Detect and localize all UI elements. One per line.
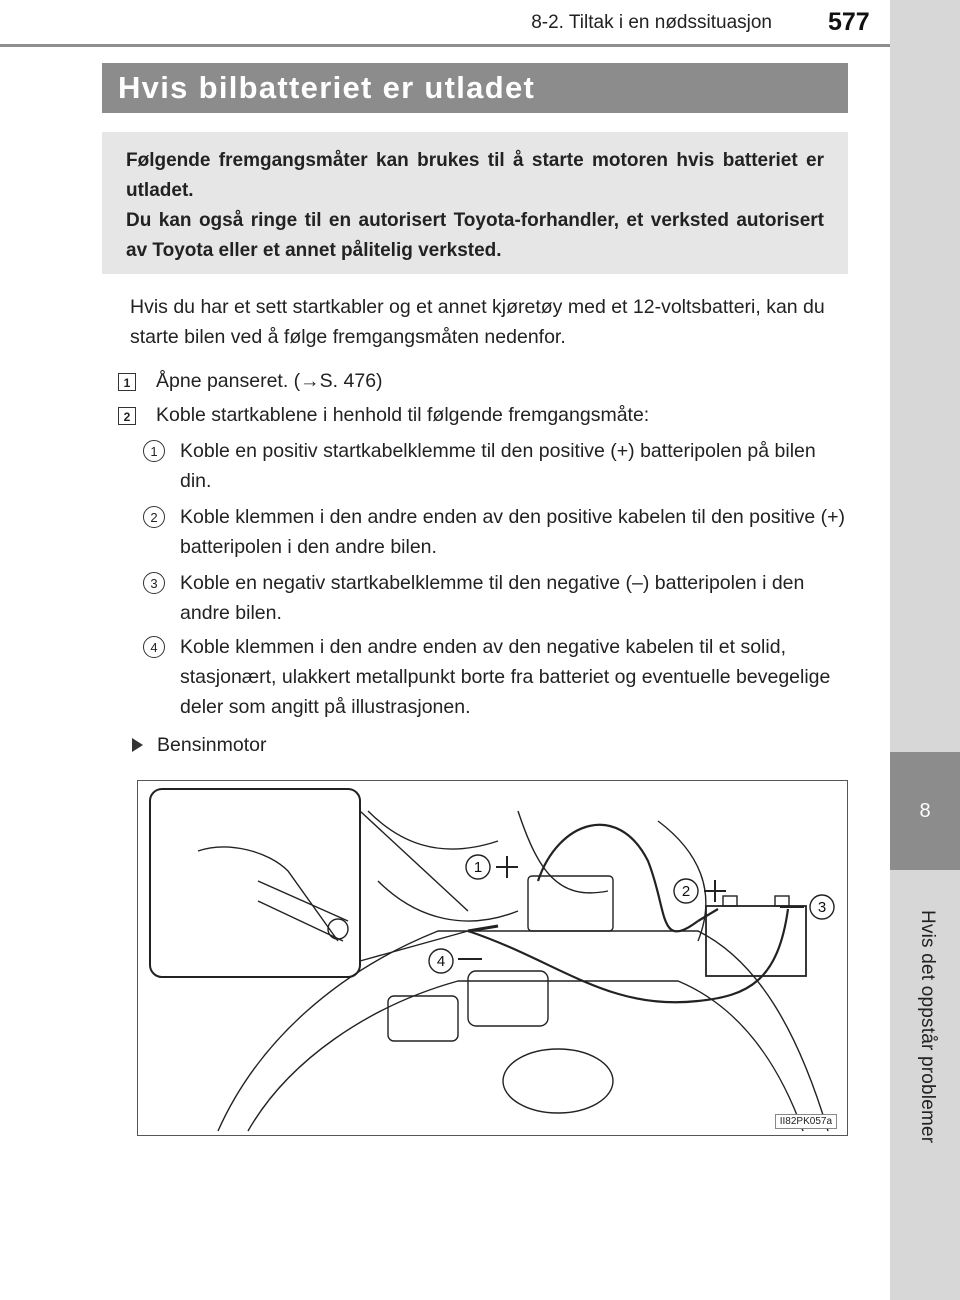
positive-clamp-other	[698, 909, 718, 921]
inset-clamp-tip	[328, 919, 348, 939]
engine-bay-drawing	[138, 781, 847, 1135]
engine-part	[468, 971, 548, 1026]
header-rule	[0, 44, 890, 47]
hoses	[368, 811, 608, 921]
figure-code: II82PK057a	[775, 1114, 837, 1129]
engine-variant-item	[132, 730, 266, 760]
page-number: 577	[828, 8, 870, 36]
plus-symbol-1	[496, 856, 518, 878]
substep-text: Koble en positiv startkabelklemme til den positive (+) batteripolen på bilen din.	[180, 440, 816, 492]
step-text: Koble startkablene i henhold til følgende fremgangsmåte:	[156, 404, 650, 426]
triangle-bullet-icon	[132, 738, 143, 752]
negative-cable	[468, 909, 788, 1002]
chapter-tab	[890, 752, 960, 870]
callout-4: 4	[436, 953, 446, 970]
inset-clamp	[258, 881, 348, 941]
other-battery	[706, 906, 806, 976]
intro-box	[102, 132, 848, 274]
substep-text: Koble klemmen i den andre enden av den positive kabelen til den positive (+) batteripolen i den andre bilen.	[180, 506, 846, 558]
step-text: Åpne panseret. (→S. 476)	[156, 370, 383, 392]
positive-cable	[538, 825, 698, 932]
callout-3: 3	[817, 899, 827, 916]
title-text: Hvis bilbatteriet er utladet	[118, 70, 536, 105]
chapter-number: 8	[919, 799, 931, 822]
inset-leader-lines	[360, 811, 468, 961]
substep-number: 2	[143, 506, 165, 528]
engine-variant-label: Bensinmotor	[157, 734, 267, 756]
intro-line-2: Du kan også ringe til en autorisert Toyota-forhandler, et verksted autorisert av Toyota eller et annet pålitelig verksted.	[126, 210, 824, 261]
intro-line-1: Følgende fremgangsmåter kan brukes til å starte motoren hvis batteriet er utladet.	[126, 150, 824, 201]
jump-start-illustration	[137, 780, 848, 1136]
callout-2: 2	[681, 883, 691, 900]
body-paragraph: Hvis du har et sett startkabler og et annet kjøretøy med et 12-voltsbatteri, kan du starte bilen ved å følge fremgangsmåten nedenfor.	[130, 296, 825, 348]
own-battery	[528, 876, 613, 931]
substep-number: 1	[143, 440, 165, 462]
bumper-outline	[248, 981, 803, 1131]
step-number-box: 2	[118, 407, 136, 425]
page-title	[102, 63, 848, 113]
other-battery-plus-post	[723, 896, 737, 906]
negative-clamp-ground	[468, 926, 498, 931]
substep-number: 4	[143, 636, 165, 658]
substep-text: Koble klemmen i den andre enden av den negative kabelen til et solid, stasjonært, ulakkert metallpunkt borte fra batteriet og eventuelle bevegelige deler som angitt på illustrasjonen.	[180, 636, 831, 718]
inset-frame	[150, 789, 360, 977]
substep-text: Koble en negativ startkabelklemme til den negative (–) batteripolen i den andre bilen.	[180, 572, 805, 624]
section-header: 8-2. Tiltak i en nødssituasjon	[531, 12, 772, 33]
front-emblem	[503, 1049, 613, 1113]
callout-1: 1	[473, 859, 483, 876]
chapter-title: Hvis det oppstår problemer	[917, 910, 938, 1144]
substep-number: 3	[143, 572, 165, 594]
inset-cable	[198, 847, 338, 941]
other-battery-minus-post	[775, 896, 789, 906]
car-body-outline	[218, 931, 828, 1131]
step-number-box: 1	[118, 373, 136, 391]
